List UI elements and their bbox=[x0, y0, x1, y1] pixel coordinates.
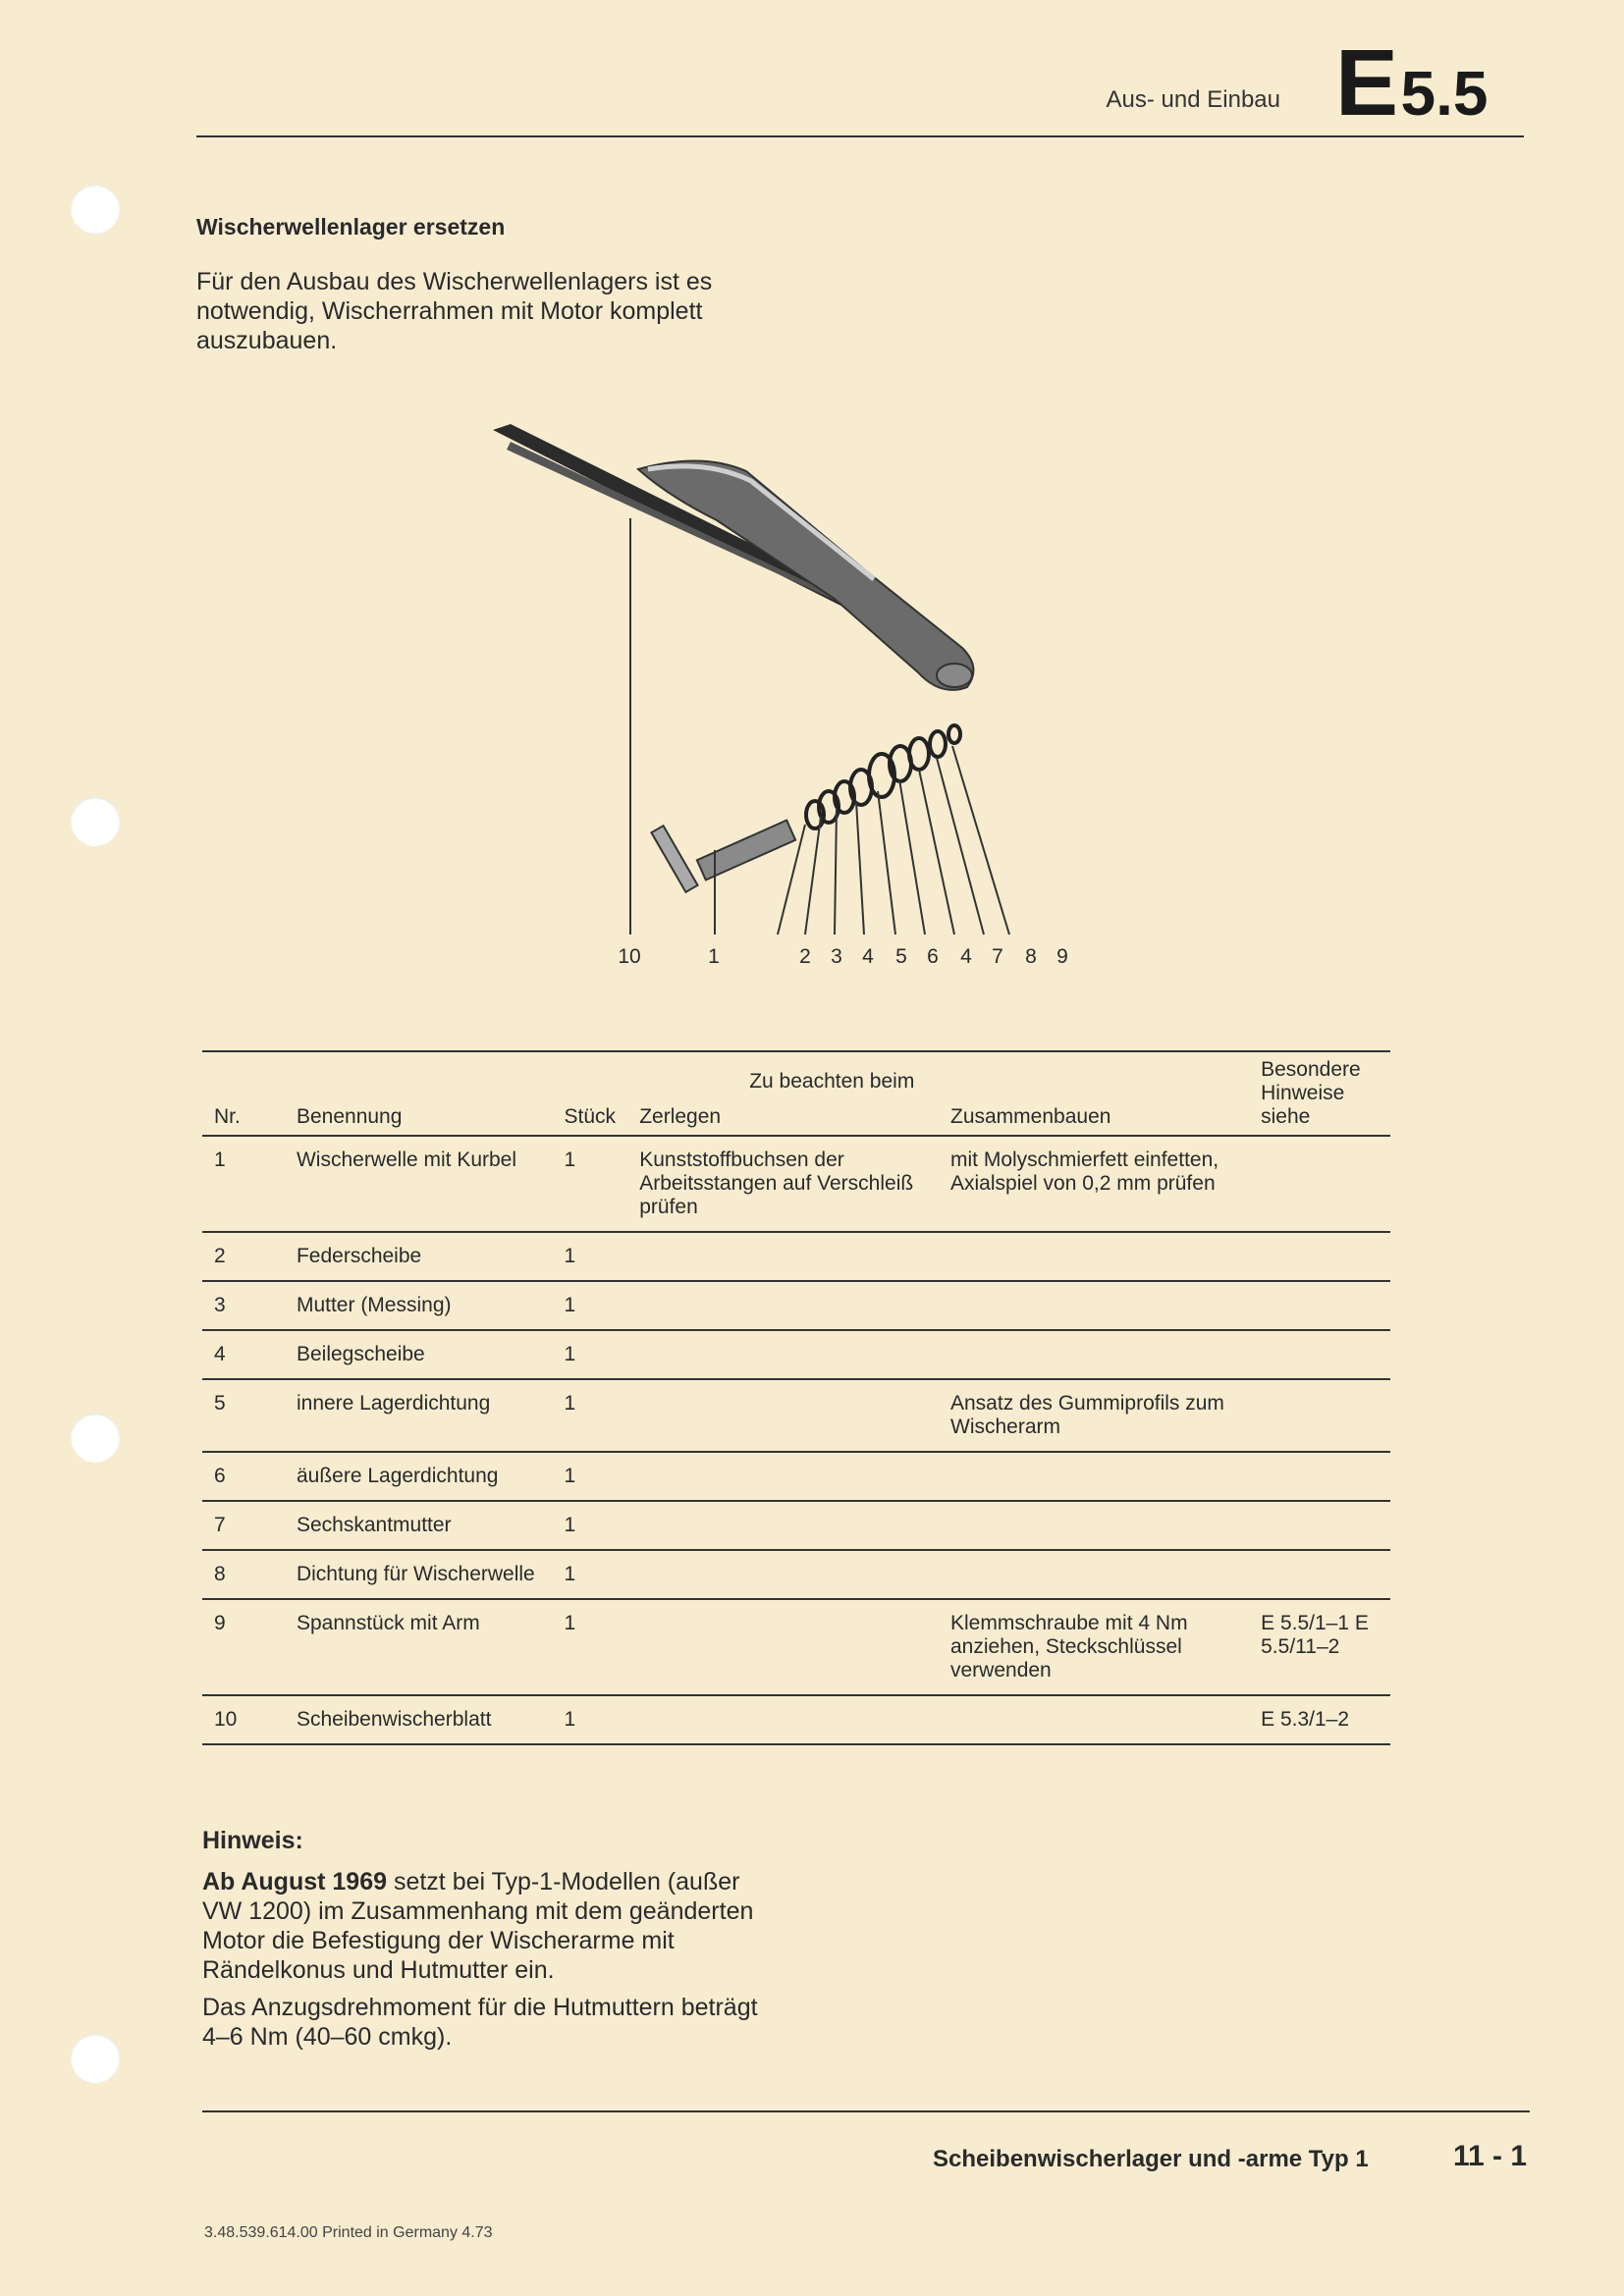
cell-qty: 1 bbox=[561, 1330, 636, 1379]
cell-ref bbox=[1257, 1281, 1390, 1330]
note-box bbox=[202, 1826, 782, 2059]
cell-ref bbox=[1257, 1452, 1390, 1501]
cell-qty: 1 bbox=[561, 1599, 636, 1695]
cell-assembly: Ansatz des Gummiprofils zum Wischerarm bbox=[947, 1379, 1257, 1452]
cell-assembly bbox=[947, 1232, 1257, 1281]
cell-name: Sechskantmutter bbox=[293, 1501, 561, 1550]
cell-assembly: mit Molyschmierfett einfetten, Axialspiel von 0,2 mm prüfen bbox=[947, 1136, 1257, 1232]
table-row bbox=[202, 1281, 1390, 1330]
cell-name: Beilegscheibe bbox=[293, 1330, 561, 1379]
cell-qty: 1 bbox=[561, 1550, 636, 1599]
cell-disassembly bbox=[635, 1501, 947, 1550]
table-header-row bbox=[202, 1051, 1390, 1136]
cell-nr: 7 bbox=[202, 1501, 293, 1550]
callout-label: 8 bbox=[1025, 945, 1037, 968]
cell-qty: 1 bbox=[561, 1232, 636, 1281]
header-name: Benennung bbox=[293, 1051, 561, 1136]
cell-disassembly bbox=[635, 1452, 947, 1501]
cell-ref bbox=[1257, 1379, 1390, 1452]
table-row bbox=[202, 1550, 1390, 1599]
punch-hole bbox=[71, 185, 120, 234]
cell-disassembly bbox=[635, 1232, 947, 1281]
punch-hole bbox=[71, 2034, 120, 2083]
footer-title: Scheibenwischerlager und -arme Typ 1 bbox=[933, 2146, 1369, 2172]
callout-label: 2 bbox=[799, 945, 811, 968]
section-code bbox=[1335, 29, 1488, 137]
note-paragraph bbox=[202, 1867, 782, 1985]
cell-assembly bbox=[947, 1501, 1257, 1550]
cell-name: Wischerwelle mit Kurbel bbox=[293, 1136, 561, 1232]
cell-nr: 1 bbox=[202, 1136, 293, 1232]
wiper-arm bbox=[638, 460, 973, 689]
cell-ref bbox=[1257, 1136, 1390, 1232]
header-disassembly-label: Zerlegen bbox=[639, 1105, 722, 1128]
callout-label: 1 bbox=[708, 945, 720, 968]
cell-qty: 1 bbox=[561, 1501, 636, 1550]
cell-assembly bbox=[947, 1452, 1257, 1501]
section-title: Wischerwellenlager ersetzen bbox=[196, 214, 506, 240]
table-row bbox=[202, 1452, 1390, 1501]
callout-label: 4 bbox=[862, 945, 874, 968]
cell-nr: 2 bbox=[202, 1232, 293, 1281]
header-assembly: Zusammenbauen bbox=[947, 1051, 1257, 1136]
callout-label: 7 bbox=[992, 945, 1003, 968]
note-text: setzt bei Typ-1-Modellen (außer VW 1200) im Zusammenhang mit dem geänderten Motor die Befestigung der Wischerarme mit Rändelkonus und Hutmutter ein. bbox=[202, 1868, 754, 1984]
washer-stack bbox=[806, 725, 960, 828]
parts-table bbox=[202, 1050, 1390, 1745]
header-disassembly bbox=[635, 1051, 947, 1136]
cell-assembly bbox=[947, 1695, 1257, 1744]
cell-assembly bbox=[947, 1281, 1257, 1330]
table-row bbox=[202, 1330, 1390, 1379]
note-torque: Das Anzugsdrehmoment für die Hutmuttern beträgt 4–6 Nm (40–60 cmkg). bbox=[202, 1994, 758, 2051]
header-qty: Stück bbox=[561, 1051, 636, 1136]
cell-nr: 5 bbox=[202, 1379, 293, 1452]
cell-ref bbox=[1257, 1550, 1390, 1599]
cell-disassembly bbox=[635, 1550, 947, 1599]
wiper-shaft bbox=[697, 821, 795, 881]
print-note: 3.48.539.614.00 Printed in Germany 4.73 bbox=[204, 2224, 493, 2241]
cell-ref bbox=[1257, 1232, 1390, 1281]
wiper-exploded-diagram bbox=[471, 412, 1100, 982]
note-lead: Ab August 1969 bbox=[202, 1868, 388, 1896]
section-code-number: 5.5 bbox=[1400, 58, 1489, 129]
cell-qty: 1 bbox=[561, 1379, 636, 1452]
cell-ref: E 5.5/1–1 E 5.5/11–2 bbox=[1257, 1599, 1390, 1695]
section-code-letter: E bbox=[1335, 30, 1397, 135]
cell-disassembly bbox=[635, 1330, 947, 1379]
punch-hole bbox=[71, 1414, 120, 1463]
page-number: 11 - 1 bbox=[1453, 2140, 1528, 2172]
table-row bbox=[202, 1379, 1390, 1452]
cell-nr: 9 bbox=[202, 1599, 293, 1695]
header-section-label: Aus- und Einbau bbox=[1106, 86, 1280, 113]
crank-plate bbox=[651, 826, 697, 892]
cell-disassembly: Kunststoffbuchsen der Arbeitsstangen auf Verschleiß prüfen bbox=[635, 1136, 947, 1232]
cell-name: Federscheibe bbox=[293, 1232, 561, 1281]
cell-disassembly bbox=[635, 1695, 947, 1744]
cell-qty: 1 bbox=[561, 1452, 636, 1501]
cell-assembly bbox=[947, 1330, 1257, 1379]
callout-label: 6 bbox=[927, 945, 939, 968]
cell-disassembly bbox=[635, 1599, 947, 1695]
cell-assembly: Klemmschraube mit 4 Nm anziehen, Steckschlüssel verwenden bbox=[947, 1599, 1257, 1695]
cell-disassembly bbox=[635, 1281, 947, 1330]
cell-qty: 1 bbox=[561, 1695, 636, 1744]
cell-nr: 6 bbox=[202, 1452, 293, 1501]
cell-nr: 8 bbox=[202, 1550, 293, 1599]
header-rule bbox=[196, 135, 1524, 137]
header-nr: Nr. bbox=[202, 1051, 293, 1136]
cell-qty: 1 bbox=[561, 1281, 636, 1330]
footer-rule bbox=[202, 2110, 1530, 2112]
intro-text: Für den Ausbau des Wischerwellenlagers ist es notwendig, Wischerrahmen mit Motor komplett auszubauen. bbox=[196, 268, 713, 354]
table-row bbox=[202, 1599, 1390, 1695]
cell-name: Spannstück mit Arm bbox=[293, 1599, 561, 1695]
table-row bbox=[202, 1232, 1390, 1281]
parts-table-body bbox=[202, 1136, 1390, 1744]
cell-ref: E 5.3/1–2 bbox=[1257, 1695, 1390, 1744]
cell-disassembly bbox=[635, 1379, 947, 1452]
cell-name: Scheibenwischerblatt bbox=[293, 1695, 561, 1744]
cell-nr: 10 bbox=[202, 1695, 293, 1744]
callout-label: 5 bbox=[895, 945, 907, 968]
punch-hole bbox=[71, 797, 120, 846]
cell-name: Dichtung für Wischerwelle bbox=[293, 1550, 561, 1599]
cell-name: innere Lagerdichtung bbox=[293, 1379, 561, 1452]
callout-label: 9 bbox=[1056, 945, 1068, 968]
header-ref: Besondere Hinweise siehe bbox=[1257, 1051, 1390, 1136]
cell-name: äußere Lagerdichtung bbox=[293, 1452, 561, 1501]
cell-nr: 3 bbox=[202, 1281, 293, 1330]
cell-assembly bbox=[947, 1550, 1257, 1599]
cell-ref bbox=[1257, 1501, 1390, 1550]
cell-ref bbox=[1257, 1330, 1390, 1379]
callout-label: 4 bbox=[960, 945, 972, 968]
header-group: Zu beachten beim bbox=[749, 1070, 915, 1093]
cell-qty: 1 bbox=[561, 1136, 636, 1232]
callout-label: 10 bbox=[618, 945, 641, 968]
table-row bbox=[202, 1136, 1390, 1232]
note-title: Hinweis: bbox=[202, 1827, 303, 1854]
cell-nr: 4 bbox=[202, 1330, 293, 1379]
cell-name: Mutter (Messing) bbox=[293, 1281, 561, 1330]
table-row bbox=[202, 1501, 1390, 1550]
table-row bbox=[202, 1695, 1390, 1744]
callout-label: 3 bbox=[831, 945, 842, 968]
